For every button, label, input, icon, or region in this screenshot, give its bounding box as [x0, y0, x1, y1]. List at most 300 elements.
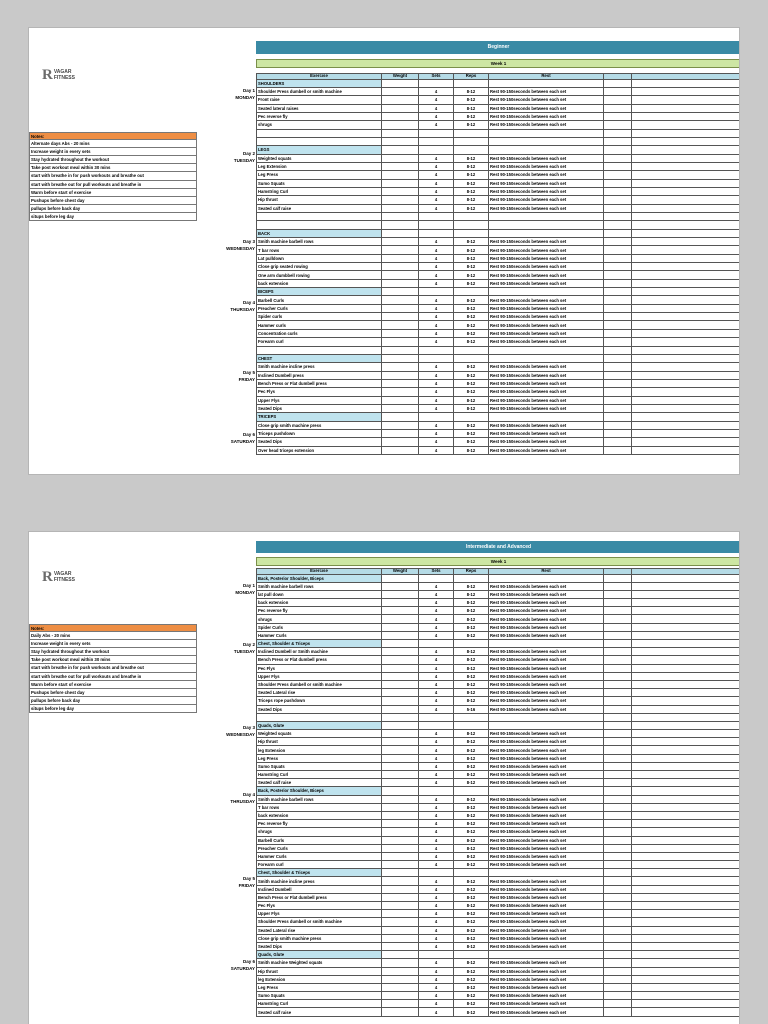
- sets-cell: 4: [419, 238, 454, 246]
- table-row: [257, 672, 741, 680]
- exercise-name: Hamstring Curl: [257, 1000, 382, 1008]
- reps-cell: 8-12: [454, 582, 489, 590]
- empty-cell: [604, 779, 632, 787]
- reps-cell: 8-12: [454, 263, 489, 271]
- table-row: [257, 607, 741, 615]
- logo-mark-icon: R: [42, 569, 53, 585]
- weight-cell: [382, 429, 419, 437]
- exercise-name: leg Extension: [257, 746, 382, 754]
- empty-cell: [604, 238, 632, 246]
- exercise-name: T bar rows: [257, 246, 382, 254]
- table-row: [257, 87, 741, 95]
- sets-cell: 4: [419, 363, 454, 371]
- weight-cell: [382, 959, 419, 967]
- rest-cell: Rest 90-150seconds between each set: [489, 607, 604, 615]
- weight-cell: [382, 599, 419, 607]
- section-title: Quads, Glute: [257, 721, 382, 729]
- weight-cell: [382, 836, 419, 844]
- rest-cell: Rest 90-150seconds between each set: [489, 885, 604, 893]
- exercise-name: shrugs: [257, 121, 382, 129]
- empty-cell: [257, 129, 382, 137]
- sets-cell: 4: [419, 730, 454, 738]
- empty-cell: [257, 213, 382, 221]
- day-label: Day 3 WEDNESDAY: [226, 239, 255, 251]
- reps-cell: 8-12: [454, 942, 489, 950]
- empty-cell: [604, 705, 632, 713]
- empty-cell: [632, 992, 741, 1000]
- table-row: [257, 429, 741, 437]
- empty-cell: [604, 926, 632, 934]
- note-item: Stay hydrated throughout the workout: [29, 648, 197, 656]
- empty-cell: [632, 129, 741, 137]
- reps-cell: 8-12: [454, 388, 489, 396]
- empty-cell: [632, 861, 741, 869]
- empty-cell: [632, 238, 741, 246]
- empty-cell: [489, 869, 604, 877]
- empty-cell: [632, 623, 741, 631]
- weight-cell: [382, 762, 419, 770]
- empty-cell: [632, 607, 741, 615]
- exercise-name: Seated Dips: [257, 705, 382, 713]
- note-item: start with breathe out for pull workouts and breathe in: [29, 181, 197, 189]
- empty-cell: [604, 607, 632, 615]
- exercise-name: Hammer curls: [257, 321, 382, 329]
- empty-cell: [604, 363, 632, 371]
- logo-line1: VAGAR: [53, 571, 72, 578]
- empty-cell: [604, 137, 632, 145]
- empty-cell: [632, 869, 741, 877]
- exercise-name: Bench Press or Flat dumbell press: [257, 893, 382, 901]
- empty-cell: [382, 229, 419, 237]
- rest-cell: Rest 90-150seconds between each set: [489, 910, 604, 918]
- empty-cell: [419, 574, 454, 582]
- section-row: [257, 413, 741, 421]
- weight-cell: [382, 187, 419, 195]
- column-header: Reps: [454, 569, 489, 575]
- empty-cell: [419, 951, 454, 959]
- empty-cell: [632, 680, 741, 688]
- empty-cell: [632, 1008, 741, 1016]
- empty-cell: [454, 713, 489, 721]
- weight-cell: [382, 680, 419, 688]
- empty-cell: [419, 129, 454, 137]
- empty-cell: [632, 926, 741, 934]
- weight-cell: [382, 171, 419, 179]
- empty-cell: [604, 599, 632, 607]
- weight-cell: [382, 615, 419, 623]
- empty-cell: [489, 288, 604, 296]
- exercise-name: Leg Press: [257, 983, 382, 991]
- section-row: [257, 721, 741, 729]
- table-row: [257, 803, 741, 811]
- section-title: BICEPS: [257, 288, 382, 296]
- rest-cell: Rest 90-150seconds between each set: [489, 820, 604, 828]
- empty-cell: [632, 154, 741, 162]
- weight-cell: [382, 861, 419, 869]
- section-title: CHEST: [257, 354, 382, 362]
- table-row: [257, 795, 741, 803]
- weight-cell: [382, 279, 419, 287]
- rest-cell: Rest 90-150seconds between each set: [489, 1008, 604, 1016]
- empty-cell: [382, 213, 419, 221]
- empty-cell: [604, 338, 632, 346]
- rest-cell: Rest 90-150seconds between each set: [489, 304, 604, 312]
- reps-cell: 8-12: [454, 599, 489, 607]
- reps-cell: 8-12: [454, 379, 489, 387]
- exercise-name: Hammer Curls: [257, 631, 382, 639]
- column-header: Rest: [489, 569, 604, 575]
- weight-cell: [382, 329, 419, 337]
- empty-cell: [632, 429, 741, 437]
- notes-panel: [29, 132, 197, 221]
- empty-cell: [604, 861, 632, 869]
- empty-cell: [632, 697, 741, 705]
- workout-table: [256, 568, 740, 1017]
- table-row: [257, 304, 741, 312]
- empty-cell: [604, 404, 632, 412]
- beginner-page: [28, 27, 740, 475]
- sets-cell: 4: [419, 623, 454, 631]
- empty-cell: [604, 1008, 632, 1016]
- reps-cell: 8-12: [454, 371, 489, 379]
- table-row: [257, 934, 741, 942]
- empty-cell: [604, 967, 632, 975]
- empty-cell: [604, 296, 632, 304]
- exercise-name: back extension: [257, 279, 382, 287]
- sets-cell: 4: [419, 705, 454, 713]
- empty-cell: [419, 79, 454, 87]
- column-header: Weight: [382, 569, 419, 575]
- empty-cell: [604, 329, 632, 337]
- empty-cell: [632, 779, 741, 787]
- empty-cell: [632, 803, 741, 811]
- section-row: [257, 354, 741, 362]
- sets-cell: 4: [419, 762, 454, 770]
- empty-cell: [489, 574, 604, 582]
- empty-cell: [632, 254, 741, 262]
- empty-cell: [632, 288, 741, 296]
- note-item: situps before leg day: [29, 705, 197, 713]
- empty-cell: [632, 828, 741, 836]
- day-label: Day 3 WEDNESDAY: [226, 725, 255, 737]
- empty-cell: [382, 574, 419, 582]
- empty-cell: [382, 79, 419, 87]
- rest-cell: Rest 90-150seconds between each set: [489, 271, 604, 279]
- empty-cell: [454, 288, 489, 296]
- reps-cell: 8-12: [454, 121, 489, 129]
- empty-cell: [632, 329, 741, 337]
- empty-cell: [419, 413, 454, 421]
- reps-cell: 8-12: [454, 246, 489, 254]
- reps-cell: 8-12: [454, 680, 489, 688]
- rest-cell: Rest 90-150seconds between each set: [489, 321, 604, 329]
- reps-cell: 8-12: [454, 918, 489, 926]
- table-row: [257, 623, 741, 631]
- reps-cell: 8-12: [454, 975, 489, 983]
- empty-cell: [604, 129, 632, 137]
- note-item: Increase weight in every sets: [29, 148, 197, 156]
- table-row: [257, 697, 741, 705]
- empty-cell: [632, 96, 741, 104]
- empty-cell: [604, 446, 632, 454]
- exercise-name: leg Extension: [257, 975, 382, 983]
- blank-row: [257, 346, 741, 354]
- rest-cell: Rest 90-150seconds between each set: [489, 754, 604, 762]
- empty-cell: [382, 721, 419, 729]
- weight-cell: [382, 238, 419, 246]
- reps-cell: 8-12: [454, 730, 489, 738]
- empty-cell: [604, 87, 632, 95]
- sets-cell: 4: [419, 421, 454, 429]
- exercise-name: Forearm curl: [257, 861, 382, 869]
- empty-cell: [632, 246, 741, 254]
- blank-row: [257, 221, 741, 229]
- exercise-name: Smith machine barbell rows: [257, 795, 382, 803]
- exercise-name: Hip thrust: [257, 967, 382, 975]
- empty-cell: [604, 413, 632, 421]
- empty-cell: [604, 811, 632, 819]
- rest-cell: Rest 90-150seconds between each set: [489, 942, 604, 950]
- exercise-name: Inclined Dumbell: [257, 885, 382, 893]
- table-row: [257, 738, 741, 746]
- empty-cell: [604, 975, 632, 983]
- sets-cell: 4: [419, 656, 454, 664]
- exercise-name: Concentration curls: [257, 329, 382, 337]
- rest-cell: Rest 90-150seconds between each set: [489, 246, 604, 254]
- weight-cell: [382, 607, 419, 615]
- sets-cell: 4: [419, 803, 454, 811]
- sets-cell: 4: [419, 983, 454, 991]
- table-row: [257, 852, 741, 860]
- section-row: [257, 787, 741, 795]
- reps-cell: 8-12: [454, 313, 489, 321]
- sets-cell: 4: [419, 196, 454, 204]
- rest-cell: Rest 90-150seconds between each set: [489, 992, 604, 1000]
- empty-cell: [632, 196, 741, 204]
- table-row: [257, 338, 741, 346]
- empty-cell: [419, 721, 454, 729]
- rest-cell: Rest 90-150seconds between each set: [489, 893, 604, 901]
- weight-cell: [382, 313, 419, 321]
- table-row: [257, 238, 741, 246]
- rest-cell: Rest 90-150seconds between each set: [489, 296, 604, 304]
- empty-cell: [632, 730, 741, 738]
- sets-cell: 4: [419, 934, 454, 942]
- blank-row: [257, 713, 741, 721]
- exercise-name: Bench Press or Flat dumbell press: [257, 656, 382, 664]
- empty-cell: [382, 346, 419, 354]
- exercise-name: Preacher Curls: [257, 844, 382, 852]
- notes-header: Notes:: [29, 132, 197, 140]
- reps-cell: 8-12: [454, 96, 489, 104]
- sets-cell: 4: [419, 304, 454, 312]
- weight-cell: [382, 672, 419, 680]
- empty-cell: [632, 171, 741, 179]
- sets-cell: 4: [419, 680, 454, 688]
- sets-cell: 4: [419, 271, 454, 279]
- reps-cell: 8-12: [454, 607, 489, 615]
- empty-cell: [632, 279, 741, 287]
- empty-cell: [632, 313, 741, 321]
- rest-cell: Rest 90-150seconds between each set: [489, 656, 604, 664]
- column-header: Sets: [419, 569, 454, 575]
- empty-cell: [632, 771, 741, 779]
- notes-header: Notes:: [29, 624, 197, 632]
- weight-cell: [382, 263, 419, 271]
- empty-cell: [632, 754, 741, 762]
- empty-cell: [632, 263, 741, 271]
- empty-cell: [604, 304, 632, 312]
- empty-cell: [632, 396, 741, 404]
- empty-cell: [604, 771, 632, 779]
- table-row: [257, 893, 741, 901]
- sets-cell: 4: [419, 754, 454, 762]
- empty-cell: [382, 413, 419, 421]
- table-row: [257, 599, 741, 607]
- reps-cell: 8-12: [454, 590, 489, 598]
- reps-cell: 8-12: [454, 363, 489, 371]
- reps-cell: 8-12: [454, 746, 489, 754]
- day-label: Day 6 SATURDAY: [230, 432, 255, 444]
- section-title: LEGS: [257, 146, 382, 154]
- exercise-name: Smith machine barbell rows: [257, 238, 382, 246]
- empty-cell: [489, 413, 604, 421]
- table-row: [257, 204, 741, 212]
- sets-cell: 4: [419, 779, 454, 787]
- reps-cell: 8-12: [454, 429, 489, 437]
- empty-cell: [604, 313, 632, 321]
- table-row: [257, 754, 741, 762]
- weight-cell: [382, 121, 419, 129]
- empty-cell: [604, 162, 632, 170]
- empty-cell: [632, 951, 741, 959]
- sets-cell: 4: [419, 836, 454, 844]
- weight-cell: [382, 271, 419, 279]
- reps-cell: 8-12: [454, 926, 489, 934]
- reps-cell: 8-12: [454, 404, 489, 412]
- sets-cell: 4: [419, 820, 454, 828]
- sets-cell: 4: [419, 104, 454, 112]
- sets-cell: 4: [419, 852, 454, 860]
- reps-cell: 8-12: [454, 615, 489, 623]
- reps-cell: 8-12: [454, 754, 489, 762]
- sets-cell: 4: [419, 672, 454, 680]
- reps-cell: 8-12: [454, 803, 489, 811]
- empty-cell: [489, 787, 604, 795]
- exercise-name: Close grip smith machine press: [257, 421, 382, 429]
- empty-cell: [604, 885, 632, 893]
- empty-cell: [382, 713, 419, 721]
- day-label: Day 4 THRUSDAY: [230, 792, 255, 804]
- empty-cell: [604, 1000, 632, 1008]
- empty-cell: [632, 413, 741, 421]
- weight-cell: [382, 828, 419, 836]
- reps-cell: 8-12: [454, 112, 489, 120]
- table-row: [257, 762, 741, 770]
- empty-cell: [632, 599, 741, 607]
- table-row: [257, 279, 741, 287]
- exercise-name: Bench Press or Flat dumbell press: [257, 379, 382, 387]
- sets-cell: 4: [419, 918, 454, 926]
- section-title: Chest, Shoulder & Triceps: [257, 640, 382, 648]
- reps-cell: 8-12: [454, 279, 489, 287]
- weight-cell: [382, 754, 419, 762]
- empty-cell: [632, 820, 741, 828]
- sets-cell: 4: [419, 902, 454, 910]
- table-row: [257, 844, 741, 852]
- rest-cell: Rest 90-150seconds between each set: [489, 438, 604, 446]
- note-item: Warm before start of exercise: [29, 681, 197, 689]
- empty-cell: [604, 96, 632, 104]
- empty-cell: [604, 828, 632, 836]
- empty-cell: [632, 379, 741, 387]
- empty-cell: [604, 221, 632, 229]
- exercise-name: shrugs: [257, 615, 382, 623]
- sets-cell: 4: [419, 162, 454, 170]
- reps-cell: 8-12: [454, 329, 489, 337]
- empty-cell: [454, 413, 489, 421]
- rest-cell: Rest 90-150seconds between each set: [489, 396, 604, 404]
- empty-cell: [632, 942, 741, 950]
- reps-cell: 8-12: [454, 828, 489, 836]
- rest-cell: Rest 90-150seconds between each set: [489, 388, 604, 396]
- empty-cell: [604, 246, 632, 254]
- empty-cell: [454, 787, 489, 795]
- sets-cell: 4: [419, 404, 454, 412]
- empty-cell: [604, 631, 632, 639]
- exercise-name: Seated Dips: [257, 438, 382, 446]
- exercise-name: Front raise: [257, 96, 382, 104]
- table-row: [257, 254, 741, 262]
- reps-cell: 8-12: [454, 983, 489, 991]
- rest-cell: Rest 90-150seconds between each set: [489, 779, 604, 787]
- empty-cell: [489, 146, 604, 154]
- reps-cell: 8-12: [454, 664, 489, 672]
- column-header: Sets: [419, 74, 454, 80]
- rest-cell: Rest 90-150seconds between each set: [489, 338, 604, 346]
- empty-cell: [604, 951, 632, 959]
- rest-cell: Rest 90-150seconds between each set: [489, 121, 604, 129]
- empty-cell: [632, 746, 741, 754]
- sets-cell: 4: [419, 429, 454, 437]
- empty-cell: [604, 112, 632, 120]
- exercise-name: Smith machine barbell rows: [257, 582, 382, 590]
- table-row: [257, 730, 741, 738]
- table-row: [257, 648, 741, 656]
- table-row: [257, 705, 741, 713]
- reps-cell: 8-12: [454, 1000, 489, 1008]
- empty-cell: [382, 129, 419, 137]
- sets-cell: 4: [419, 664, 454, 672]
- empty-cell: [489, 221, 604, 229]
- empty-cell: [419, 869, 454, 877]
- rest-cell: Rest 90-150seconds between each set: [489, 446, 604, 454]
- empty-cell: [632, 582, 741, 590]
- empty-cell: [632, 836, 741, 844]
- empty-cell: [632, 721, 741, 729]
- rest-cell: Rest 90-150seconds between each set: [489, 112, 604, 120]
- section-title: Chest, Shoulder & Triceps: [257, 869, 382, 877]
- table-row: [257, 313, 741, 321]
- weight-cell: [382, 975, 419, 983]
- weight-cell: [382, 885, 419, 893]
- sets-cell: 4: [419, 590, 454, 598]
- weight-cell: [382, 730, 419, 738]
- reps-cell: 8-12: [454, 672, 489, 680]
- reps-cell: 8-12: [454, 104, 489, 112]
- exercise-name: Upper Flys: [257, 910, 382, 918]
- rest-cell: Rest 90-150seconds between each set: [489, 959, 604, 967]
